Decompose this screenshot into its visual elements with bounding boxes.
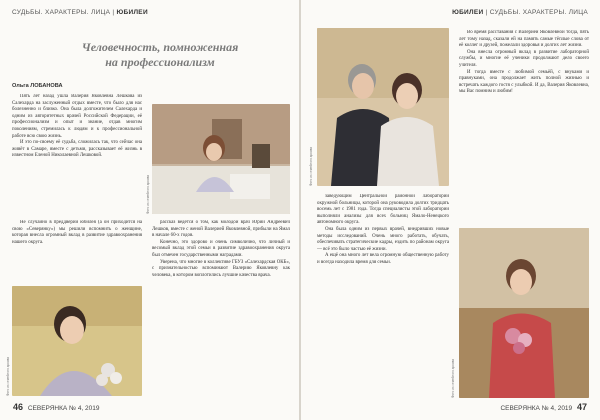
photo-two-people	[317, 28, 449, 186]
right-page	[301, 0, 600, 420]
paragraph: И тогда вместе с любимой семьёй, с внуками и правнуками, она продолжает жить полной жизнью и встречать каждого гостя с улыбкой. И да, Валерия Яковлевна, мы Вас помним и любим!	[459, 69, 589, 95]
left-folio	[10, 402, 100, 412]
paragraph: А ещё она много лет вела огромную общественную работу и всегда находила время для семьи.	[317, 253, 449, 265]
photo-credit: Фото из семейного архива	[451, 358, 455, 398]
right-folio-text: СЕВЕРЯНКА № 4, 2019	[500, 405, 573, 412]
right-header-section: СУДЬБЫ. ХАРАКТЕРЫ. ЛИЦА	[489, 9, 588, 16]
paragraph: заведующим Центральной районной лаборатории окружной больницы, которой она руководила долгих тридцать восемь лет с 1981 года. Тогда специалисты этой лаборатории выполняли анализы для всех больниц Ямало-Ненецкого автономного округа.	[317, 194, 449, 226]
paragraph: Уверена, что многие в коллективе ГБУЗ «Салехардская ОКБ», с признательностью вспоминают Валерию Яковлевну как человека, в котором воплотились лучшие качества врача.	[152, 259, 290, 278]
right-running-header: ЮБИЛЕИ | СУДЬБЫ. ХАРАКТЕРЫ. ЛИЦА	[452, 9, 588, 16]
left-header-section: СУДЬБЫ. ХАРАКТЕРЫ. ЛИЦА	[12, 9, 111, 16]
right-header-tag: ЮБИЛЕИ	[452, 9, 484, 16]
paragraph: Конечно, это здорово и очень символично, что личный и весомый вклад этой семьи в развитие здравоохранения округа был отмечен государственными наградами.	[152, 239, 290, 258]
right-col-2	[459, 30, 589, 220]
photo-two-people-image	[317, 28, 449, 186]
left-page-number: 46	[13, 402, 24, 412]
right-col-1	[317, 194, 449, 396]
right-folio	[500, 402, 590, 412]
paragraph: рассказ ведётся о том, как молодой врач Юрий Андреевич Лешков, вместе с женой Валерией Яковлевной, прибыли на Ямал в начале 60-х годов.	[152, 220, 290, 239]
photo-credit: Фото из семейного архива	[146, 174, 150, 214]
left-col-1	[12, 94, 142, 214]
photo-doctor-at-desk	[152, 104, 290, 214]
title-line-2: на профессионализм	[105, 55, 215, 69]
article-title	[40, 40, 280, 70]
right-page-number: 47	[576, 402, 587, 412]
photo-doctor-at-desk-image	[152, 104, 290, 214]
photo-portrait-with-flowers-image	[12, 286, 142, 396]
photo-woman-with-bouquet	[459, 228, 589, 398]
left-col-2	[12, 220, 142, 280]
paragraph: Она внесла огромный вклад в развитие лабораторной службы, и многие её ученики продолжают дело своего учителя.	[459, 49, 589, 68]
photo-portrait-with-flowers	[12, 286, 142, 396]
left-page	[0, 0, 299, 420]
left-col-3	[152, 220, 290, 396]
photo-credit: Фото из семейного архива	[6, 356, 10, 396]
left-running-header: СУДЬБЫ. ХАРАКТЕРЫ. ЛИЦА | ЮБИЛЕИ	[12, 9, 148, 16]
title-line-1: Человечность, помноженная	[81, 40, 239, 54]
paragraph: Во время расставания с Валерией Яковлевной тогда, пять лет тому назад, сказали ей на память самые тёплые слова от её коллег и друзей, пожелали здоровья и долгих лет жизни.	[459, 30, 589, 49]
author-byline: Ольга ЛОБАНОВА	[12, 83, 63, 89]
paragraph: Не случайно в преддверии юбилея (а он приходится на свою «Северянку») мы решили вспомнить о женщине, которая внесла огромный вклад в развитие здравоохранения нашего округа.	[12, 220, 142, 245]
left-folio-text: СЕВЕРЯНКА № 4, 2019	[27, 405, 100, 412]
photo-woman-with-bouquet-image	[459, 228, 589, 398]
paragraph: Она была одним из первых врачей, внедривших новые методы исследований. Очень много работать, обучать, обеспечивать стратегические кадры, ездить по районам округа — всё это было частью её жизни.	[317, 226, 449, 252]
paragraph: Пять лет назад ушла Валерия Яковлевна Лешкова из Салехарда на заслуженный отдых вместе, что было для нас болезненно и близко. Она была долгожителем Салехарда и одним из авторитетных врачей Российской Федерации, её профессионализм и опыт и знание, отдав многим поколениям, стремилась к людям и к профессиональной работе всю свою жизнь.	[12, 94, 142, 139]
photo-credit: Фото из семейного архива	[309, 146, 313, 186]
paragraph: И это по-своему её судьба, сложилась так, что сейчас она живёт в Самаре, вместе с детьми, рассказывает её жизнь в известном Еленой Николаевной Лешковой.	[12, 140, 142, 159]
left-header-tag: ЮБИЛЕИ	[116, 9, 148, 16]
